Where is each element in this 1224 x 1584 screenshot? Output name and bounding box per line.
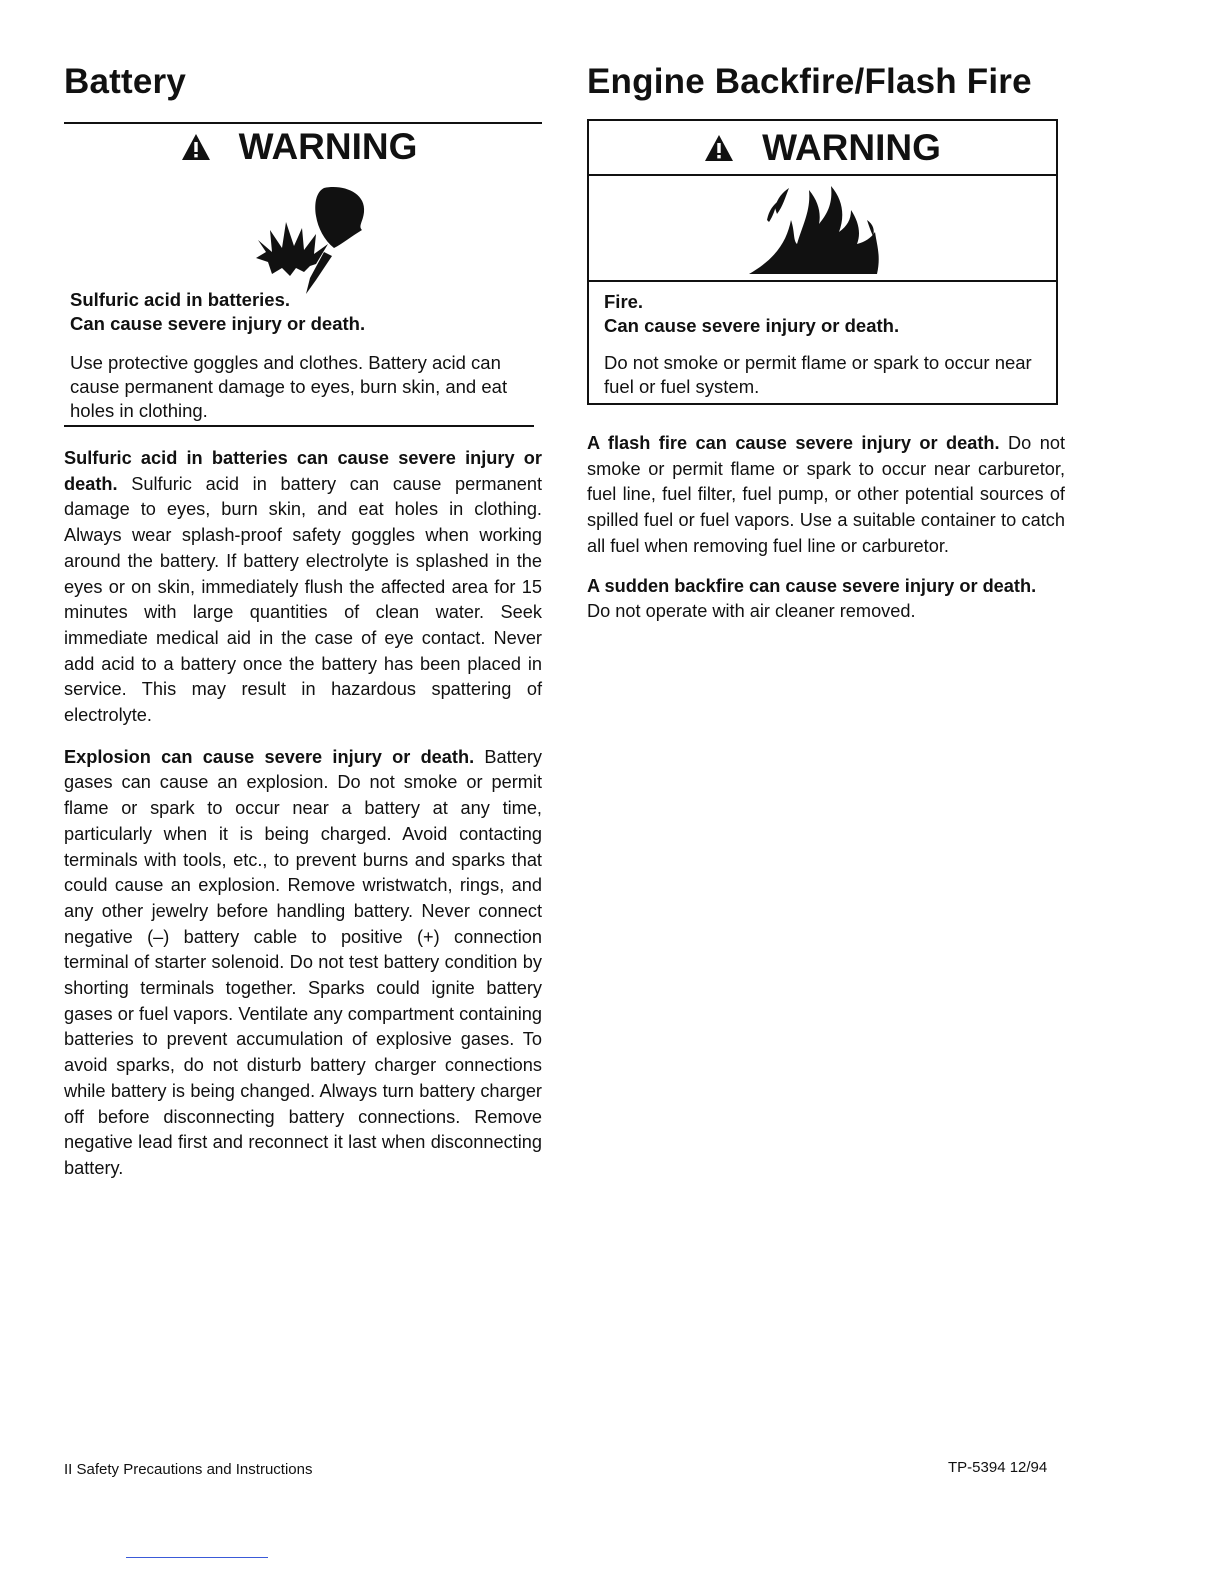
battery-paragraph-acid <box>64 446 542 729</box>
battery-warning-title <box>64 126 534 168</box>
battery-heading-rule <box>64 122 542 124</box>
engine-warning-text <box>589 280 1056 403</box>
warning-triangle-icon <box>181 133 211 161</box>
footer-page-label: II Safety Precautions and Instructions <box>64 1461 313 1478</box>
battery-section <box>64 62 542 1182</box>
engine-paragraph-flash-text: Do not smoke or permit flame or spark to occur near carburetor, fuel line, fuel filter, fuel pump, or other potential sources of spilled fuel or fuel vapors. Use a suitable container to catch all fuel when removing fuel line or carburetor. <box>587 433 1065 556</box>
engine-instruction: Do not smoke or permit flame or spark to occur near fuel or fuel system. <box>604 352 1032 397</box>
engine-paragraph-backfire <box>587 574 1065 625</box>
engine-paragraph-flash <box>587 431 1065 560</box>
battery-warning-label: WARNING <box>238 126 418 167</box>
engine-warning-label: WARNING <box>762 126 941 168</box>
battery-paragraph-acid-text: Sulfuric acid in battery can cause permanent damage to eyes, burn skin, and eat holes in clothing. Always wear splash-proof safety goggles when working around the battery. If battery electrolyte is splashed in the eyes or on skin, immediately flush the affected area for 15 minutes with large quantities of clean water. Seek immediate medical aid in the case of eye contact. Never add acid to a battery once the battery has been placed in service. This may result in hazardous spattering of electrolyte. <box>64 473 542 726</box>
fire-icon <box>747 180 887 276</box>
battery-paragraph-explosion <box>64 745 542 1182</box>
battery-paragraph-explosion-lead: Explosion can cause severe injury or death. <box>64 746 475 767</box>
footer-doc-number: TP-5394 12/94 <box>948 1459 1048 1476</box>
battery-instruction: Use protective goggles and clothes. Battery acid can cause permanent damage to eyes, burn skin, and eat holes in clothing. <box>70 352 508 421</box>
engine-paragraph-flash-lead: A flash fire can cause severe injury or death. <box>587 433 1000 453</box>
engine-hazard: Fire. <box>604 291 644 312</box>
engine-consequence: Can cause severe injury or death. <box>604 315 900 336</box>
battery-paragraph-acid-lead: Sulfuric acid in batteries can cause severe injury or death. <box>64 448 542 494</box>
battery-pictogram <box>64 168 542 286</box>
engine-paragraph-backfire-lead: A sudden backfire can cause severe injury or death. <box>587 575 1037 596</box>
battery-heading: Battery <box>64 62 187 101</box>
battery-warning-rule <box>64 425 534 427</box>
engine-section <box>587 62 1065 625</box>
engine-heading: Engine Backfire/Flash Fire <box>587 62 1032 101</box>
acid-burn-icon <box>254 182 374 294</box>
engine-paragraph-backfire-text: Do not operate with air cleaner removed. <box>587 601 916 622</box>
battery-hazard: Sulfuric acid in batteries. <box>70 289 291 310</box>
engine-pictogram <box>589 174 1056 280</box>
warning-triangle-icon <box>704 134 734 162</box>
engine-warning-box <box>587 119 1058 405</box>
engine-warning-title <box>589 121 1056 174</box>
battery-paragraph-explosion-text: Battery gases can cause an explosion. Do not smoke or permit flame or spark to occur near a battery at any time, particularly when it is being charged. Avoid contacting terminals with tools, etc., to prevent burns and sparks that could cause an explosion. Remove wristwatch, rings, and any other jewelry before handling battery. Never connect negative (–) battery cable to positive (+) connection terminal of starter solenoid. Do not test battery condition by shorting terminals together. Sparks could ignite battery gases or fuel vapors. Ventilate any compartment containing batteries to prevent accumulation of explosive gases. To avoid sparks, do not disturb battery charger connections while battery is being changed. Always turn battery charger off before disconnecting battery connections. Remove negative lead first and reconnect it last when disconnecting battery. <box>64 746 542 1178</box>
battery-consequence: Can cause severe injury or death. <box>70 313 366 334</box>
footer-divider <box>126 1557 268 1558</box>
